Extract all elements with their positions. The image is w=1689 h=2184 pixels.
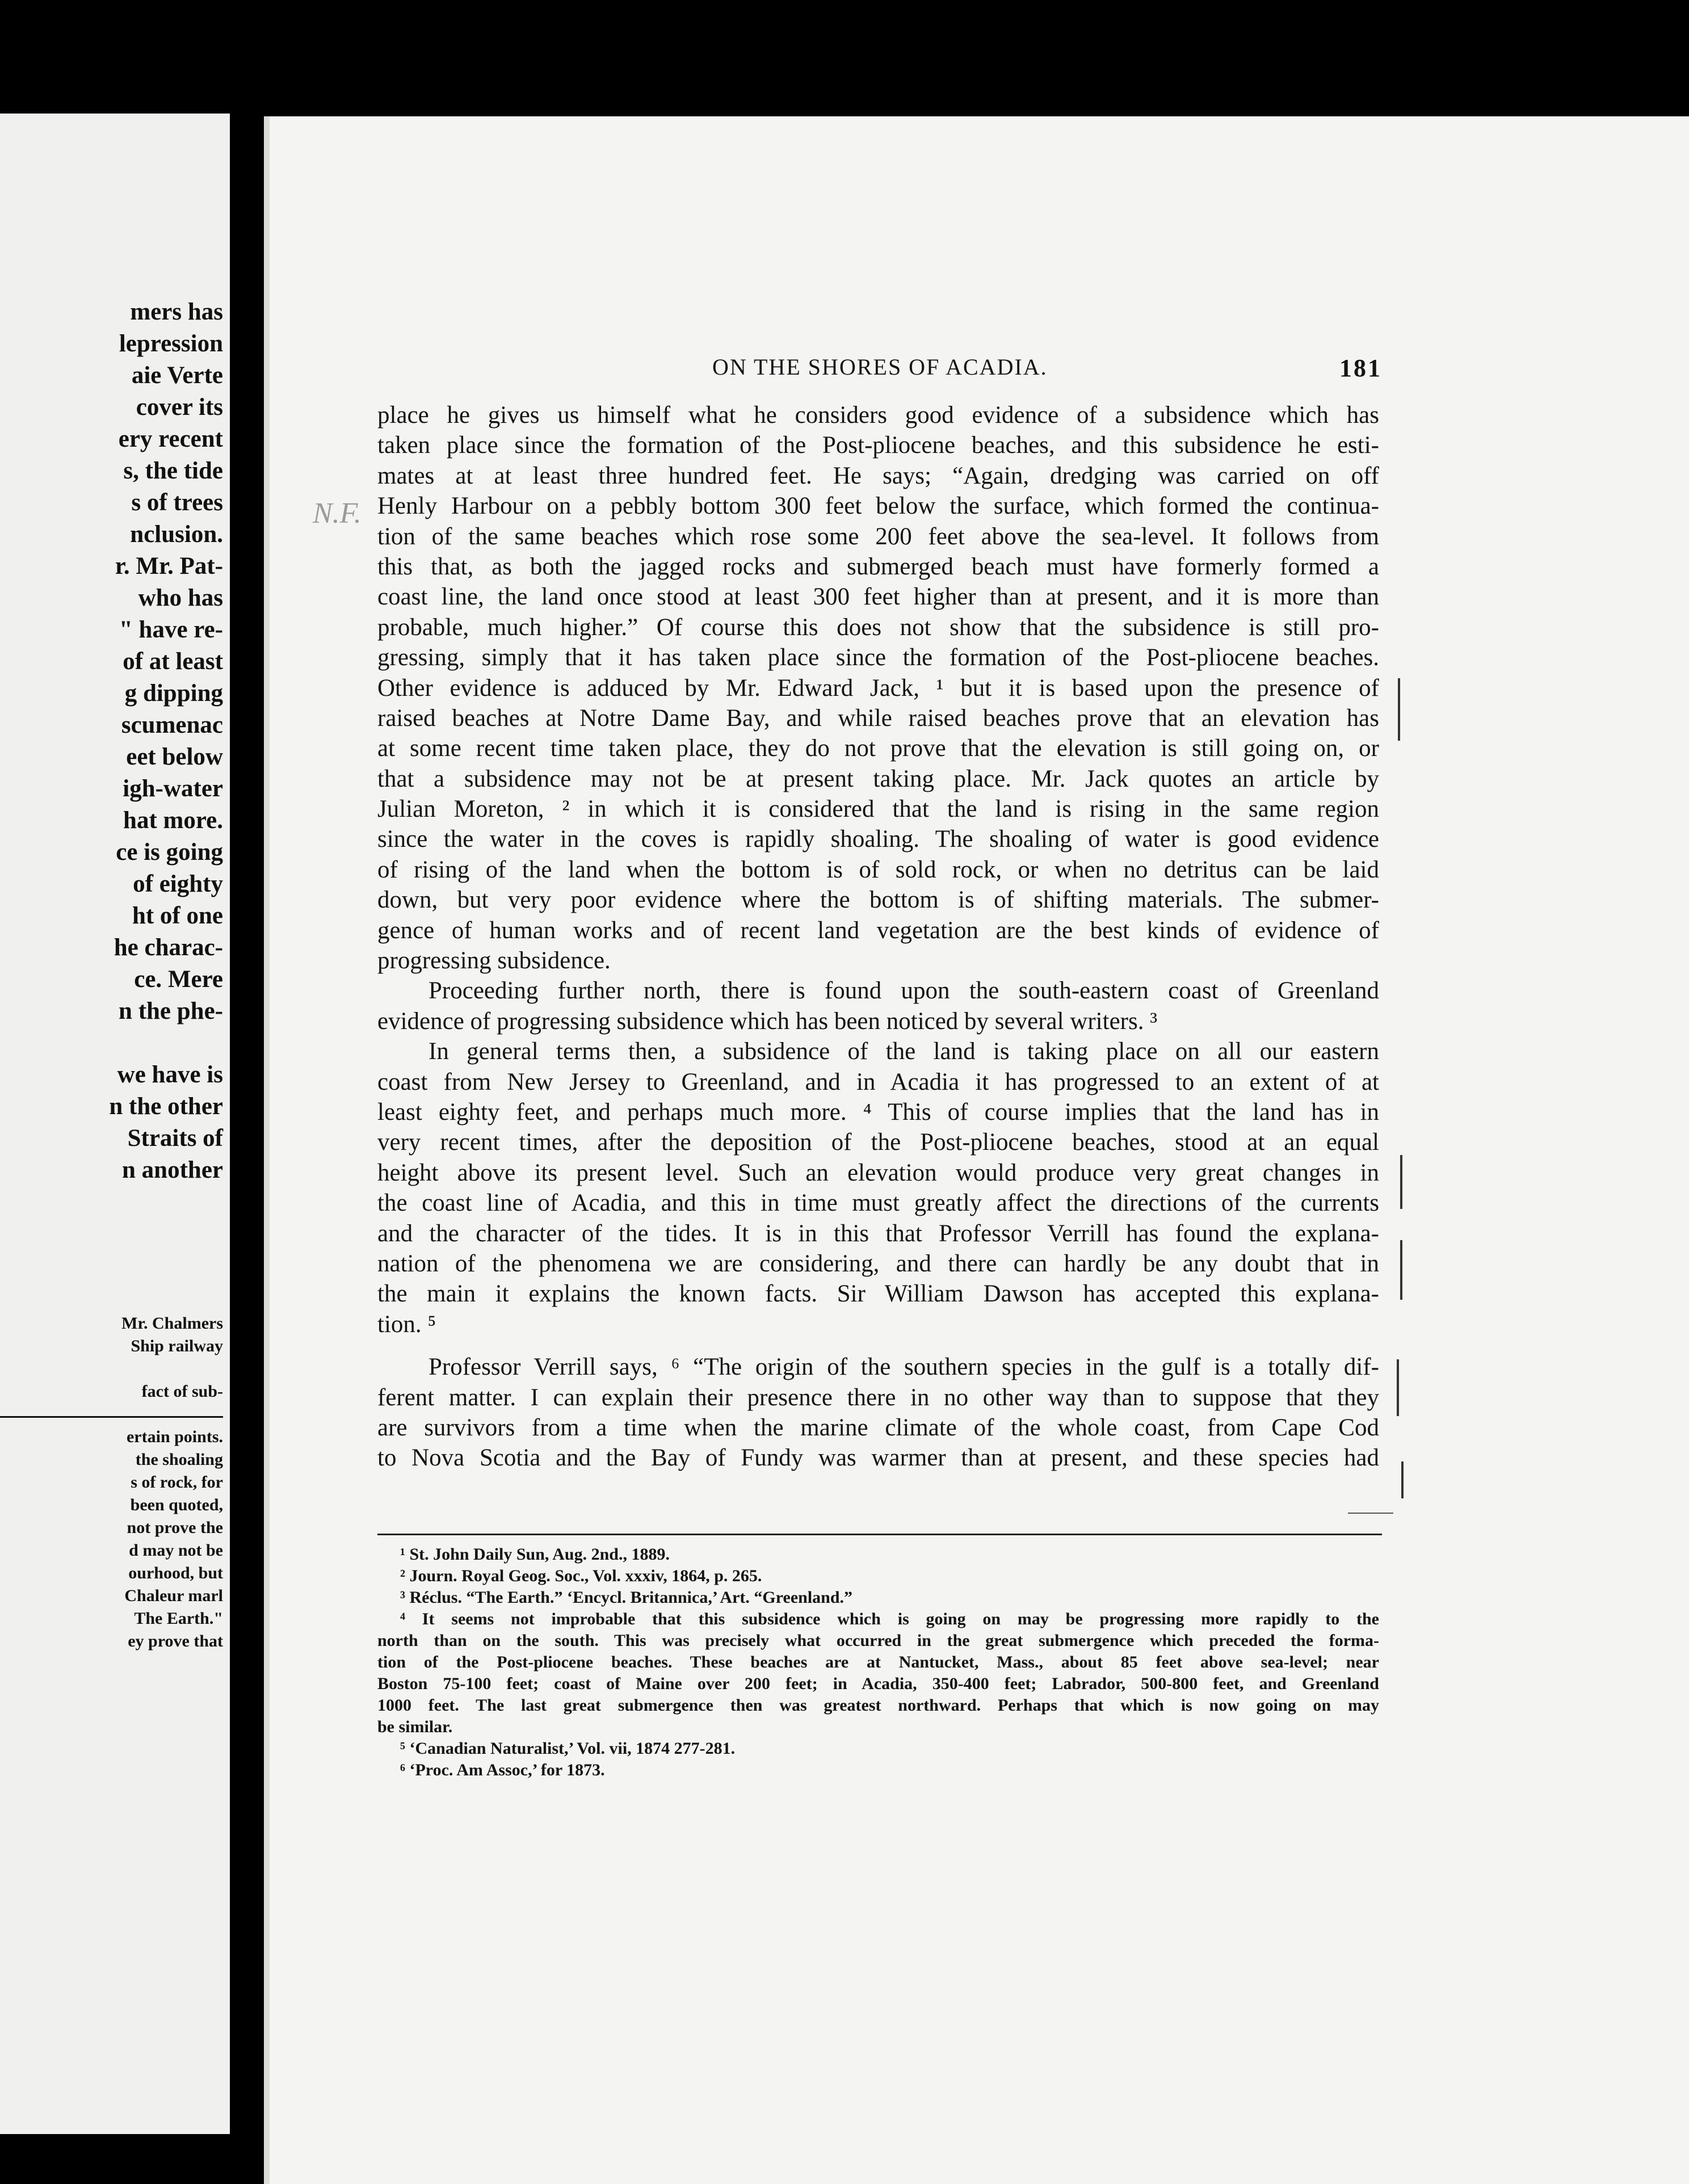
footnote-line: ⁵ ‘Canadian Naturalist,’ Vol. vii, 1874 277-281.	[400, 1739, 736, 1758]
previous-page-note-line: Chaleur marl	[124, 1586, 223, 1605]
text-line: height above its present level. Such an elevation would produce very great changes in	[377, 1159, 1379, 1186]
footnote-line: ⁴ It seems not improbable that this subsidence which is going on may be progressing more rapidly to the	[400, 1610, 1379, 1628]
footnote-line: tion of the Post-pliocene beaches. These beaches are at Nantucket, Mass., about 85 feet above sea-level; near	[377, 1653, 1379, 1671]
footnote-line: north than on the south. This was precisely what occurred in the great submergence which preceded the forma-	[377, 1631, 1379, 1650]
text-line: at some recent time taken place, they do not prove that the elevation is still going on, or	[377, 735, 1379, 762]
footnote-line: Boston 75-100 feet; coast of Maine over 200 feet; in Acadia, 350-400 feet; Labrador, 500-800 feet, and Greenland	[377, 1674, 1379, 1693]
previous-page-line: nclusion.	[130, 521, 223, 548]
book-gutter	[230, 114, 264, 2134]
margin-annotation: N.F.	[313, 497, 362, 530]
page-edge	[264, 116, 270, 2184]
text-line: of rising of the land when the bottom is of sold rock, or when no detritus can be laid	[377, 856, 1379, 883]
previous-page-line: r. Mr. Pat-	[115, 553, 223, 579]
previous-page-line: g dipping	[124, 680, 223, 707]
previous-page-line: n the phe-	[119, 998, 223, 1024]
text-line: progressing subsidence.	[377, 947, 611, 975]
previous-page-note-line: ourhood, but	[128, 1564, 223, 1582]
text-line: the coast line of Acadia, and this in time must greatly affect the directions of the currents	[377, 1190, 1379, 1217]
page-181	[264, 116, 1689, 2184]
margin-bracket	[1398, 678, 1400, 741]
text-line: Professor Verrill says, ⁶ “The origin of the southern species in the gulf is a totally dif-	[428, 1354, 1379, 1381]
footnote-line: ⁶ ‘Proc. Am Assoc,’ for 1873.	[400, 1761, 605, 1779]
text-line: and the character of the tides. It is in this that Professor Verrill has found the explana-	[377, 1220, 1379, 1247]
previous-page-note-line: ey prove that	[128, 1632, 223, 1650]
text-line: gressing, simply that it has taken place since the formation of the Post-pliocene beaches.	[377, 644, 1379, 671]
previous-page-line: we have is	[117, 1061, 223, 1088]
previous-page-line: aie Verte	[131, 362, 223, 389]
previous-page-note-line: The Earth."	[134, 1609, 223, 1628]
previous-page-note-line: not prove the	[127, 1518, 223, 1537]
text-line: taken place since the formation of the Post-pliocene beaches, and this subsidence he esti-	[377, 432, 1379, 459]
previous-page-line: lepression	[119, 330, 223, 357]
previous-page-note-line: d may not be	[129, 1541, 223, 1560]
footnote-rule	[377, 1534, 1382, 1535]
previous-page-line: eet below	[126, 744, 223, 770]
text-line: Julian Moreton, ² in which it is considered that the land is rising in the same region	[377, 796, 1379, 823]
text-line: are survivors from a time when the marine climate of the whole coast, from Cape Cod	[377, 1414, 1379, 1441]
footnote-line: ² Journ. Royal Geog. Soc., Vol. xxxiv, 1864, p. 265.	[400, 1566, 762, 1585]
previous-page-line: hat more.	[123, 807, 223, 834]
text-line: to Nova Scotia and the Bay of Fundy was warmer than at present, and these species had	[377, 1444, 1379, 1472]
previous-page-line: ht of one	[132, 902, 223, 929]
text-line: down, but very poor evidence where the bottom is of shifting materials. The submer-	[377, 887, 1379, 914]
previous-page-line: of eighty	[133, 871, 223, 897]
previous-page-note-line: Mr. Chalmers	[121, 1314, 223, 1333]
previous-page-note-line: been quoted,	[130, 1496, 223, 1514]
previous-page-line: s, the tide	[123, 457, 223, 484]
previous-page-line: of at least	[123, 648, 223, 675]
previous-page-note-line: the shoaling	[135, 1450, 223, 1469]
footnote-line: ³ Réclus. “The Earth.” ‘Encycl. Britannica,’ Art. “Greenland.”	[400, 1588, 853, 1607]
margin-bracket	[1401, 1461, 1404, 1498]
text-line: least eighty feet, and perhaps much more. ⁴ This of course implies that the land has in	[377, 1098, 1379, 1125]
previous-page-line: scumenac	[121, 712, 223, 738]
previous-page-note-line: fact of sub-	[141, 1382, 223, 1401]
previous-page-note-line: s of rock, for	[131, 1473, 223, 1492]
previous-page-line: n the other	[109, 1093, 223, 1120]
text-line: since the water in the coves is rapidly shoaling. The shoaling of water is good evidence	[377, 826, 1379, 853]
previous-page-line: ce is going	[116, 839, 223, 866]
paragraph-gap	[377, 1339, 1379, 1352]
text-line: very recent times, after the deposition of the Post-pliocene beaches, stood at an equal	[377, 1129, 1379, 1156]
previous-page-line: n another	[122, 1157, 223, 1183]
text-line: Other evidence is adduced by Mr. Edward Jack, ¹ but it is based upon the presence of	[377, 674, 1379, 702]
body-text	[377, 400, 1379, 1473]
previous-page-note-line: ertain points.	[126, 1427, 223, 1446]
text-line: ferent matter. I can explain their presence there in no other way than to suppose that they	[377, 1384, 1379, 1411]
text-line: In general terms then, a subsidence of the land is taking place on all our eastern	[428, 1038, 1379, 1065]
footnotes	[377, 1544, 1379, 1781]
previous-page-line: mers has	[130, 299, 223, 325]
running-head: ON THE SHORES OF ACADIA.	[712, 354, 1048, 380]
text-line: Proceeding further north, there is found upon the south-eastern coast of Greenland	[428, 977, 1379, 1005]
previous-page-line: he charac-	[114, 934, 223, 961]
text-line: Henly Harbour on a pebbly bottom 300 feet below the surface, which formed the continua-	[377, 493, 1379, 520]
text-line: gence of human works and of recent land vegetation are the best kinds of evidence of	[377, 917, 1379, 944]
text-line: tion. ⁵	[377, 1311, 436, 1338]
previous-page-line: who has	[138, 585, 223, 611]
footnote-line: 1000 feet. The last great submergence then was greatest northward. Perhaps that which is now going on may	[377, 1696, 1379, 1715]
text-line: coast line, the land once stood at least 300 feet higher than at present, and it is more than	[377, 583, 1379, 611]
text-line: raised beaches at Notre Dame Bay, and while raised beaches prove that an elevation has	[377, 704, 1379, 732]
previous-page-fragment	[0, 114, 230, 2134]
text-line: place he gives us himself what he considers good evidence of a subsidence which has	[377, 402, 1379, 429]
previous-page-footnote-rule	[0, 1416, 223, 1418]
scan-stray-rule	[1348, 1513, 1393, 1514]
text-line: that a subsidence may not be at present taking place. Mr. Jack quotes an article by	[377, 765, 1379, 792]
text-line: tion of the same beaches which rose some 200 feet above the sea-level. It follows from	[377, 523, 1379, 550]
previous-page-line: igh-water	[123, 775, 223, 802]
footnote-line: be similar.	[377, 1717, 453, 1736]
text-line: mates at at least three hundred feet. He says; “Again, dredging was carried on off	[377, 462, 1379, 489]
text-line: evidence of progressing subsidence which has been noticed by several writers. ³	[377, 1007, 1158, 1035]
page-number: 181	[1339, 354, 1382, 382]
text-line: coast from New Jersey to Greenland, and in Acadia it has progressed to an extent of at	[377, 1068, 1379, 1095]
text-line: nation of the phenomena we are considering, and there can hardly be any doubt that in	[377, 1250, 1379, 1277]
previous-page-line: ce. Mere	[134, 966, 223, 993]
previous-page-line: cover its	[136, 394, 223, 421]
margin-bracket	[1397, 1359, 1399, 1416]
text-line: probable, much higher.” Of course this does not show that the subsidence is still pro-	[377, 614, 1379, 641]
previous-page-note-line: Ship railway	[131, 1337, 223, 1355]
previous-page-line: Straits of	[127, 1125, 223, 1152]
previous-page-line: " have re-	[119, 616, 223, 643]
previous-page-line: ery recent	[118, 426, 223, 452]
footnote-line: ¹ St. John Daily Sun, Aug. 2nd., 1889.	[400, 1545, 670, 1564]
text-line: this that, as both the jagged rocks and submerged beach must have formerly formed a	[377, 553, 1379, 580]
previous-page-line: s of trees	[131, 489, 223, 516]
margin-bracket	[1400, 1155, 1402, 1209]
margin-bracket	[1400, 1240, 1402, 1300]
text-line: the main it explains the known facts. Sir William Dawson has accepted this explana-	[377, 1280, 1379, 1308]
